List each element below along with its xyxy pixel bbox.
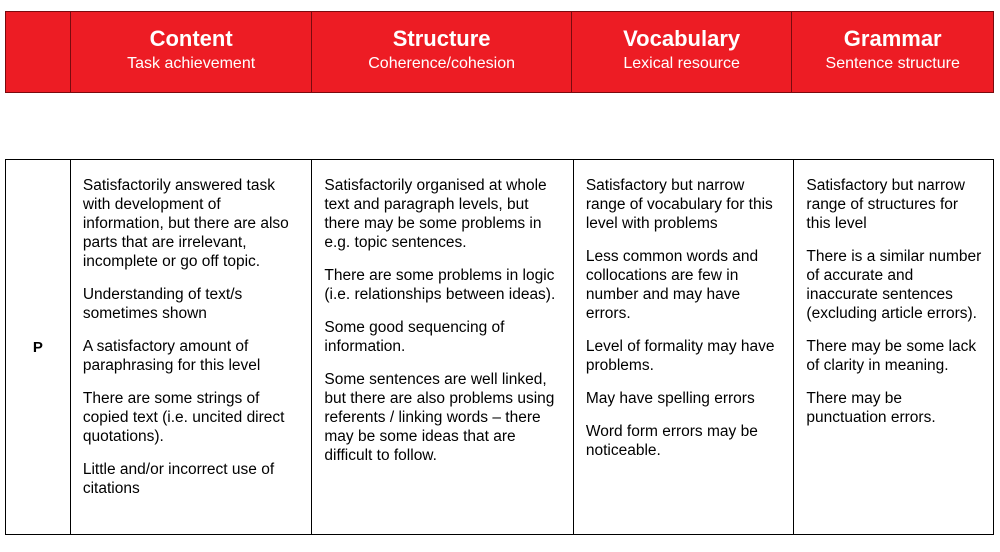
content-item: A satisfactory amount of paraphrasing for this level bbox=[82, 338, 261, 374]
header-vocabulary-title: Vocabulary bbox=[623, 26, 741, 51]
content-cell bbox=[70, 160, 312, 534]
grammar-item: There is a similar number of accurate and inaccurate sentences (excluding article errors). bbox=[806, 248, 982, 322]
vocabulary-cell bbox=[573, 160, 794, 534]
header-structure-title: Structure bbox=[392, 26, 491, 51]
header-content-subtitle: Task achievement bbox=[127, 55, 256, 72]
content-item: There are some strings of copied text (i.e. uncited direct quotations). bbox=[82, 390, 285, 445]
header-blank-cell bbox=[6, 12, 70, 92]
grammar-cell bbox=[793, 160, 993, 534]
structure-item: Some sentences are well linked, but there are also problems using referents / linking words – there may be some ideas that are difficult to follow. bbox=[324, 371, 555, 464]
vocabulary-item: Satisfactory but narrow range of vocabulary for this level with problems bbox=[585, 177, 773, 232]
grammar-item: There may be some lack of clarity in meaning. bbox=[806, 338, 977, 374]
grammar-item: There may be punctuation errors. bbox=[806, 390, 936, 426]
header-structure bbox=[311, 12, 570, 92]
header-content-title: Content bbox=[149, 26, 233, 51]
header-vocabulary-subtitle: Lexical resource bbox=[623, 55, 740, 72]
header-grammar-subtitle: Sentence structure bbox=[825, 55, 960, 72]
content-item: Little and/or incorrect use of citations bbox=[82, 461, 275, 497]
header-structure-subtitle: Coherence/cohesion bbox=[368, 55, 515, 72]
rubric-header-row bbox=[5, 11, 994, 93]
content-item: Understanding of text/s sometimes shown bbox=[82, 286, 243, 322]
structure-item: Satisfactorily organised at whole text and paragraph levels, but there may be some problems in e.g. topic sentences. bbox=[324, 177, 547, 251]
vocabulary-item: Word form errors may be noticeable. bbox=[585, 423, 758, 459]
content-item: Satisfactorily answered task with development of information, but there are also parts that are irrelevant, incomplete or go off topic. bbox=[82, 177, 289, 270]
structure-item: There are some problems in logic (i.e. relationships between ideas). bbox=[324, 267, 556, 303]
structure-item: Some good sequencing of information. bbox=[324, 319, 505, 355]
vocabulary-item: May have spelling errors bbox=[585, 390, 755, 407]
header-content bbox=[70, 12, 312, 92]
vocabulary-item: Level of formality may have problems. bbox=[585, 338, 775, 374]
header-vocabulary bbox=[571, 12, 792, 92]
grammar-item: Satisfactory but narrow range of structures for this level bbox=[806, 177, 965, 232]
grade-label: P bbox=[32, 338, 43, 356]
header-grammar bbox=[791, 12, 993, 92]
structure-cell bbox=[311, 160, 572, 534]
header-grammar-title: Grammar bbox=[843, 26, 942, 51]
rubric-row-p bbox=[5, 159, 994, 535]
vocabulary-item: Less common words and collocations are few in number and may have errors. bbox=[585, 248, 759, 322]
